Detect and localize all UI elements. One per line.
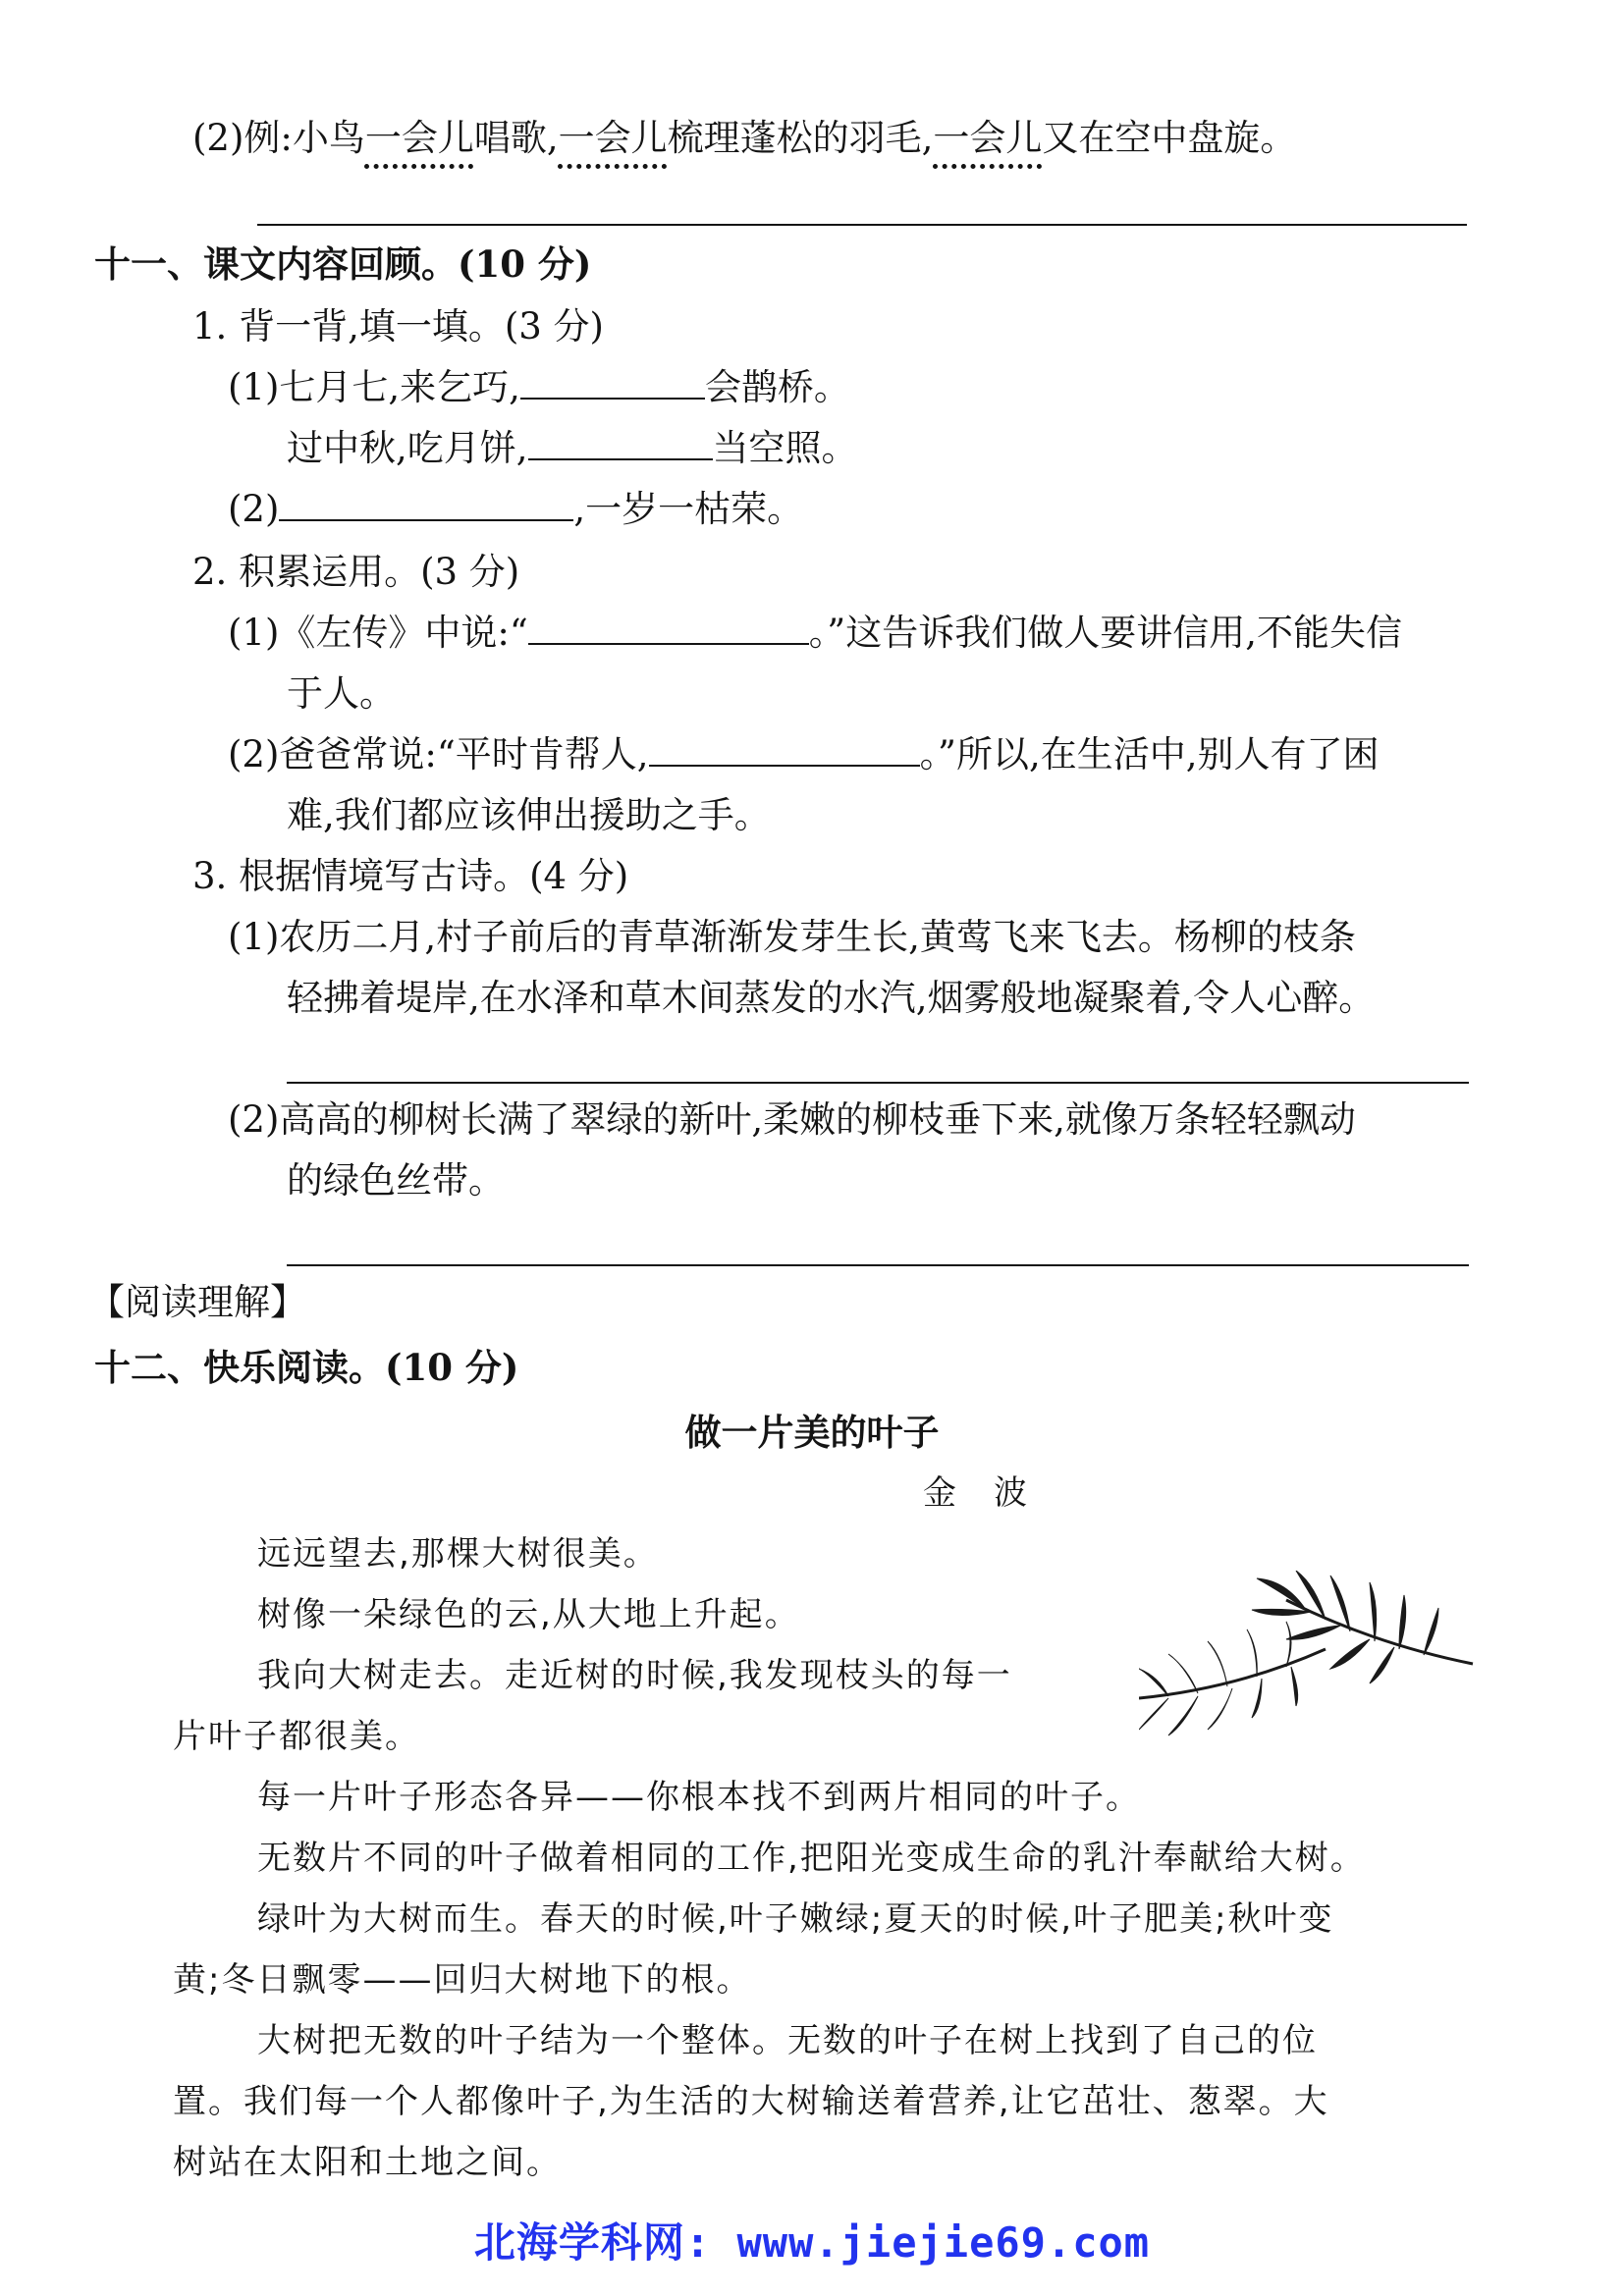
passage-line: 无数片不同的叶子做着相同的工作,把阳光变成生命的乳汁奉献给大树。 (257, 1839, 1366, 1878)
q11-3-p1-line2: 轻拂着堤岸,在水泽和草木间蒸发的水汽,烟雾般地凝聚着,令人心醉。 (287, 977, 1376, 1019)
q10-item2-example: (2)例:小鸟一会儿唱歌,一会儿梳理蓬松的羽毛,一会儿又在空中盘旋。 (192, 117, 1297, 159)
passage-line: 大树把无数的叶子结为一个整体。无数的叶子在树上找到了自己的位 (257, 2021, 1318, 2060)
section-12-heading: 十二、快乐阅读。(10 分) (94, 1346, 519, 1389)
answer-line-q10-2[interactable] (257, 224, 1467, 226)
passage-line: 我向大树走去。走近树的时候,我发现枝头的每一 (257, 1656, 1012, 1695)
passage-line: 片叶子都很美。 (173, 1717, 420, 1756)
passage-line: 树站在太阳和土地之间。 (173, 2143, 562, 2182)
blank-input-2[interactable] (528, 429, 713, 460)
answer-line-q11-3-2[interactable] (287, 1264, 1469, 1266)
section-11-heading: 十一、课文内容回顾。(10 分) (94, 242, 592, 286)
emphasis-word-2: 一会儿 (558, 117, 668, 159)
passage-line: 远远望去,那棵大树很美。 (257, 1534, 659, 1574)
q11-2-title: 2. 积累运用。(3 分) (192, 551, 520, 593)
passage-title: 做一片美的叶子 (684, 1411, 940, 1454)
blank-input-4[interactable] (528, 614, 809, 645)
q11-1-title: 1. 背一背,填一填。(3 分) (192, 305, 604, 347)
emphasis-word-1: 一会儿 (364, 117, 474, 159)
q11-1-line2: 过中秋,吃月饼, 当空照。 (287, 427, 858, 469)
willow-branch-icon (1139, 1571, 1483, 1737)
passage-line: 树像一朵绿色的云,从大地上升起。 (257, 1595, 800, 1634)
q11-2-line2-cont: 难,我们都应该伸出援助之手。 (287, 794, 771, 836)
answer-line-q11-3-1[interactable] (287, 1082, 1469, 1084)
blank-input-3[interactable] (279, 490, 573, 521)
passage-line: 每一片叶子形态各异——你根本找不到两片相同的叶子。 (257, 1778, 1141, 1817)
q11-1-line1: (1)七月七,来乞巧, 会鹊桥。 (228, 366, 850, 408)
q11-2-line1-cont: 于人。 (287, 672, 396, 715)
q11-2-line2: (2)爸爸常说:“平时肯帮人, 。”所以,在生活中,别人有了困 (228, 733, 1380, 775)
q11-2-line1: (1)《左传》中说:“ 。”这告诉我们做人要讲信用,不能失信 (228, 612, 1402, 654)
passage-line: 黄;冬日飘零——回归大树地下的根。 (173, 1960, 752, 2000)
emphasis-word-3: 一会儿 (933, 117, 1043, 159)
q11-3-p2-line2: 的绿色丝带。 (287, 1159, 505, 1201)
blank-input-1[interactable] (520, 368, 705, 400)
q11-1-line3: (2) ,一岁一枯荣。 (228, 488, 804, 530)
passage-line: 绿叶为大树而生。春天的时候,叶子嫩绿;夏天的时候,叶子肥美;秋叶变 (257, 1899, 1334, 1939)
q11-3-p1-line1: (1)农历二月,村子前后的青草渐渐发芽生长,黄莺飞来飞去。杨柳的枝条 (228, 916, 1356, 958)
blank-input-5[interactable] (649, 735, 920, 767)
q11-3-title: 3. 根据情境写古诗。(4 分) (192, 855, 629, 897)
passage-line: 置。我们每一个人都像叶子,为生活的大树输送着营养,让它茁壮、葱翠。大 (173, 2082, 1329, 2121)
q11-3-p2-line1: (2)高高的柳树长满了翠绿的新叶,柔嫩的柳枝垂下来,就像万条轻轻飘动 (228, 1098, 1356, 1141)
footer-watermark[interactable]: 北海学科网: www.jiejie69.com (473, 2218, 1151, 2267)
section-label-reading: 【阅读理解】 (88, 1281, 306, 1323)
passage-author: 金 波 (923, 1473, 1029, 1513)
